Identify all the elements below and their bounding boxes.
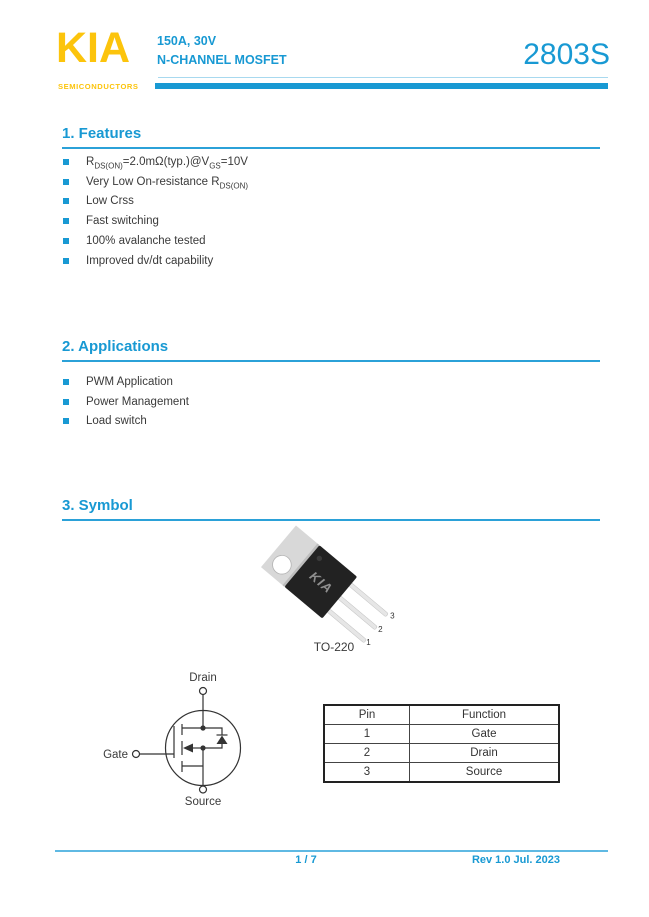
header-thick-rule — [155, 83, 608, 89]
bullet-square-icon — [63, 258, 69, 264]
pin-callout-3: 3 — [390, 611, 395, 621]
feature-item — [63, 211, 248, 231]
header-device-type: N-CHANNEL MOSFET — [157, 53, 287, 67]
application-text: Load switch — [86, 415, 147, 428]
bullet-square-icon — [63, 198, 69, 204]
package-caption: TO-220 — [313, 640, 355, 654]
feature-item — [63, 172, 248, 192]
application-text: PWM Application — [86, 375, 173, 388]
pin-cell: 1 — [324, 725, 410, 744]
bullet-square-icon — [63, 159, 69, 165]
feature-item — [63, 152, 248, 172]
body-arrow-icon — [183, 744, 193, 753]
feature-text: Very Low On-resistance $R_{DS(ON)}$ — [86, 175, 249, 190]
bullet-square-icon — [63, 218, 69, 224]
bullet-square-icon — [63, 379, 69, 385]
drain-label: Drain — [189, 672, 217, 684]
junction-dot — [200, 745, 205, 750]
footer-rule — [55, 850, 608, 852]
symbol-heading: 3. Symbol — [62, 497, 600, 521]
application-item — [63, 372, 189, 392]
bullet-square-icon — [63, 399, 69, 405]
pin-callout-1: 1 — [366, 637, 371, 647]
source-label: Source — [184, 796, 222, 808]
pin-column-header: Pin — [324, 705, 410, 725]
features-list — [63, 152, 248, 271]
table-header-row — [324, 705, 559, 725]
mosfet-symbol-diagram — [100, 666, 320, 811]
bullet-square-icon — [63, 418, 69, 424]
header-rating-line: 150A, 30V — [157, 34, 217, 48]
brand-logo-subtext: SEMICONDUCTORS — [58, 82, 139, 91]
package-marking-text: KIA — [306, 568, 337, 597]
application-text: Power Management — [86, 395, 189, 408]
table-row — [324, 744, 559, 763]
feature-text: Improved dv/dt capability — [86, 254, 214, 267]
feature-text: Fast switching — [86, 215, 159, 228]
feature-text: Low Crss — [86, 195, 134, 208]
table-row — [324, 725, 559, 744]
function-cell: Source — [410, 763, 560, 783]
pin-callout-2: 2 — [378, 625, 383, 635]
pin-cell: 2 — [324, 744, 410, 763]
drain-terminal — [200, 688, 207, 695]
page-number: 1 / 7 — [295, 854, 317, 866]
junction-dot — [200, 725, 205, 730]
brand-logo: KIA — [56, 24, 131, 72]
pin-function-table — [323, 704, 560, 783]
feature-item — [63, 251, 248, 271]
applications-list — [63, 372, 189, 431]
feature-text: $R_{DS(ON)}=2.0m\Omega(typ.)@V_{GS}=10V$ — [86, 155, 248, 171]
function-column-header: Function — [410, 705, 560, 725]
feature-item — [63, 231, 248, 251]
feature-item — [63, 192, 248, 212]
application-item — [63, 392, 189, 412]
applications-heading: 2. Applications — [62, 338, 600, 362]
table-row — [324, 763, 559, 783]
features-heading: 1. Features — [62, 125, 600, 149]
bullet-square-icon — [63, 179, 69, 185]
source-terminal — [200, 786, 207, 793]
gate-terminal — [133, 751, 140, 758]
header-thin-rule — [158, 77, 608, 78]
application-item — [63, 412, 189, 432]
function-cell: Drain — [410, 744, 560, 763]
feature-text: 100% avalanche tested — [86, 235, 206, 248]
to220-package-image — [215, 523, 402, 651]
bullet-square-icon — [63, 238, 69, 244]
gate-label: Gate — [103, 749, 128, 761]
revision-label: Rev 1.0 Jul. 2023 — [471, 854, 560, 866]
function-cell: Gate — [410, 725, 560, 744]
pin-cell: 3 — [324, 763, 410, 783]
body-diode-icon — [217, 736, 228, 745]
part-number: 2803S — [523, 38, 610, 71]
